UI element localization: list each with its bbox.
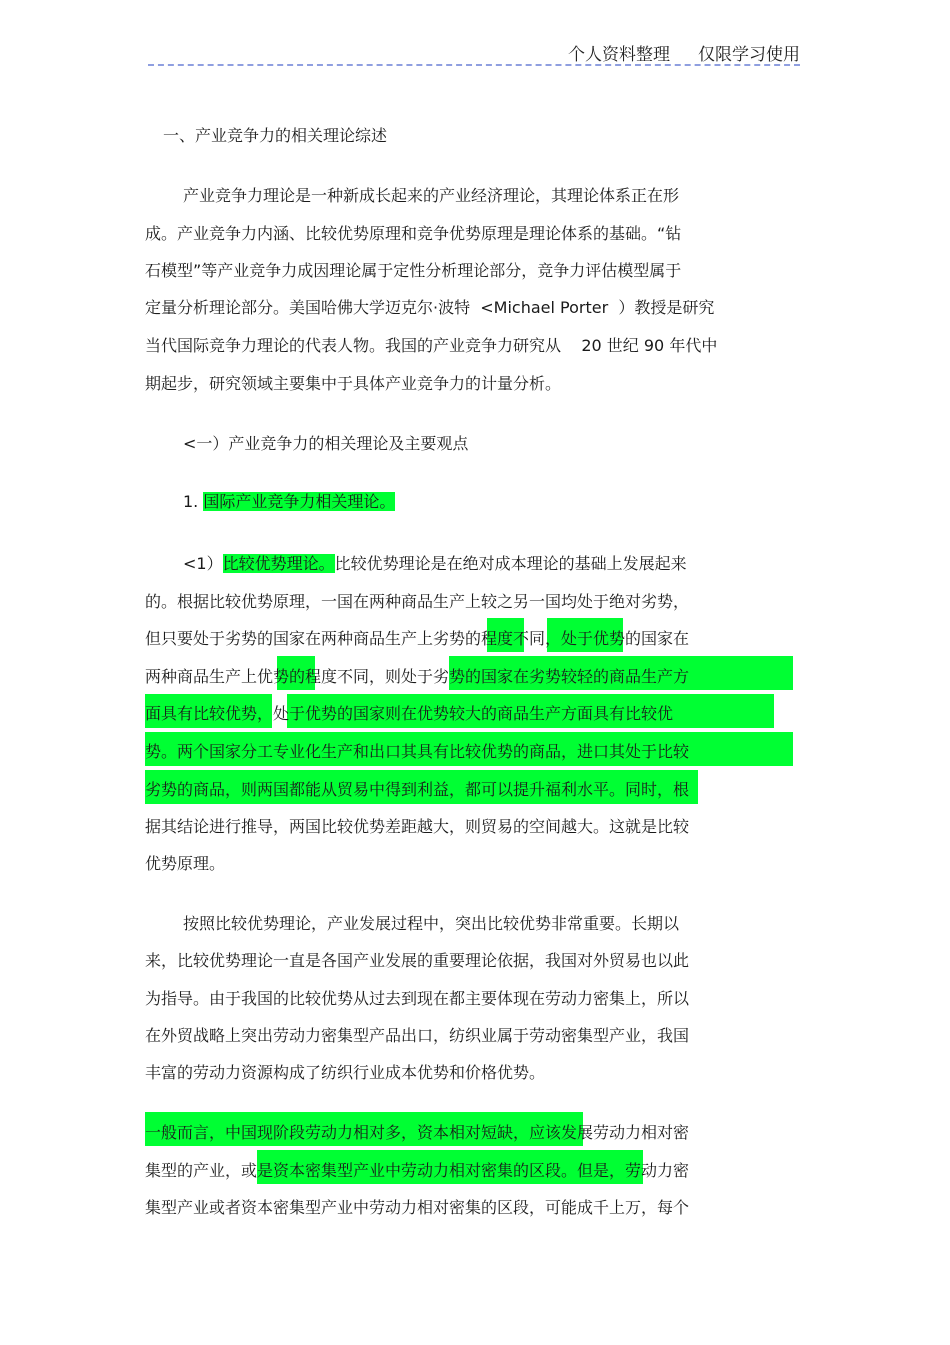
text-line: 集型产业或者资本密集型产业中劳动力相对密集的区段，可能成千上万，每个 xyxy=(145,1198,690,1217)
subsection-heading: <一）产业竞争力的相关理论及主要观点 xyxy=(183,434,469,453)
text-line: 优势原理。 xyxy=(145,854,226,873)
highlighted-text: 比较优势理论。 xyxy=(222,554,335,573)
text-line: 在外贸战略上突出劳动力密集型产品出口，纺织业属于劳动密集型产业，我国 xyxy=(145,1026,690,1045)
text-line: 当代国际竞争力理论的代表人物。我国的产业竞争力研究从 20 世纪 90 年代中 xyxy=(145,336,718,355)
header-right-text: 仅限学习使用 xyxy=(698,45,800,65)
sub-number: <1） xyxy=(183,554,223,573)
text-line: 石模型”等产业竞争力成因理论属于定性分析理论部分，竞争力评估模型属于 xyxy=(145,261,682,280)
header-divider xyxy=(148,64,800,66)
text-line: 面具有比较优势，处于优势的国家则在优势较大的商品生产方面具有比较优 xyxy=(145,704,674,723)
section-heading: 一、产业竞争力的相关理论综述 xyxy=(163,126,388,145)
highlighted-text: 国际产业竞争力相关理论。 xyxy=(203,492,396,511)
text-line: 两种商品生产上优势的程度不同，则处于劣势的国家在劣势较轻的商品生产方 xyxy=(145,667,690,686)
text-line: 劣势的商品，则两国都能从贸易中得到利益，都可以提升福利水平。同时，根 xyxy=(145,780,690,799)
text-line: 一般而言，中国现阶段劳动力相对多，资本相对短缺，应该发展劳动力相对密 xyxy=(145,1123,690,1142)
text-line: 势。两个国家分工专业化生产和出口其具有比较优势的商品，进口其处于比较 xyxy=(145,742,690,761)
text-line: 期起步，研究领域主要集中于具体产业竞争力的计量分析。 xyxy=(145,374,562,393)
text-line: 丰富的劳动力资源构成了纺织行业成本优势和价格优势。 xyxy=(145,1063,546,1082)
text-line: 定量分析理论部分。美国哈佛大学迈克尔·波特 <Michael Porter ）教授是研究 xyxy=(145,298,715,317)
text-line: 来，比较优势理论一直是各国产业发展的重要理论依据，我国对外贸易也以此 xyxy=(145,951,690,970)
text-line: 按照比较优势理论，产业发展过程中，突出比较优势非常重要。长期以 xyxy=(183,914,680,933)
page-header xyxy=(148,40,800,65)
text-line: 据其结论进行推导，两国比较优势差距越大，则贸易的空间越大。这就是比较 xyxy=(145,817,690,836)
text-line: <1）比较优势理论。比较优势理论是在绝对成本理论的基础上发展起来 xyxy=(183,554,687,573)
header-left-text: 个人资料整理 xyxy=(568,45,670,65)
text-line: 产业竞争力理论是一种新成长起来的产业经济理论，其理论体系正在形 xyxy=(183,186,680,205)
text-line: 集型的产业，或是资本密集型产业中劳动力相对密集的区段。但是，劳动力密 xyxy=(145,1161,690,1180)
text-line: 的。根据比较优势原理，一国在两种商品生产上较之另一国均处于绝对劣势， xyxy=(145,592,690,611)
text-line: 成。产业竞争力内涵、比较优势原理和竞争优势原理是理论体系的基础。“钻 xyxy=(145,224,682,243)
list-number: 1. xyxy=(183,492,204,511)
text-line: 但只要处于劣势的国家在两种商品生产上劣势的程度不同，处于优势的国家在 xyxy=(145,629,690,648)
list-item-1 xyxy=(183,490,395,514)
text-line: 为指导。由于我国的比较优势从过去到现在都主要体现在劳动力密集上，所以 xyxy=(145,989,690,1008)
